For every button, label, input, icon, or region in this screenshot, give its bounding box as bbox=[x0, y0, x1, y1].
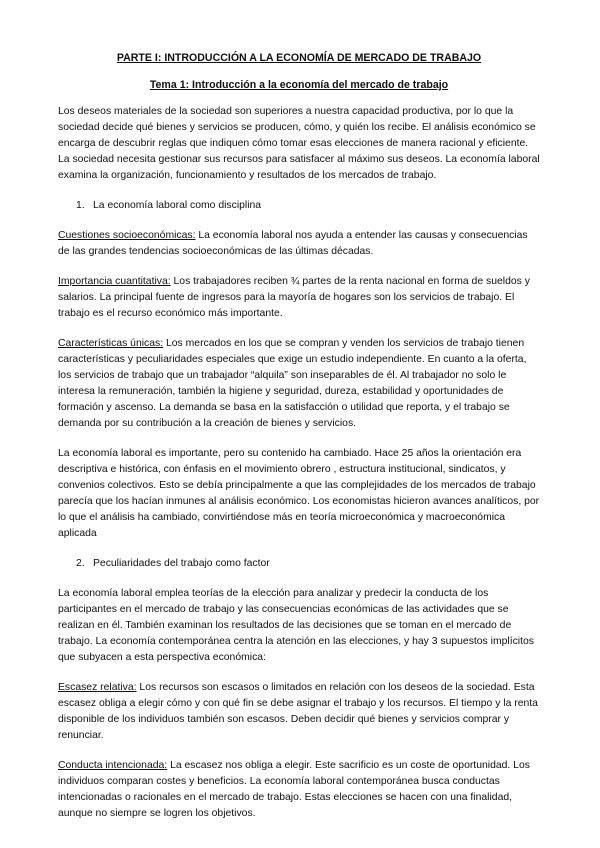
intentional-text: La escasez nos obliga a elegir. Este sacrificio es un coste de oportunidad. Los individuos comparan costes y beneficios. La economía laboral contemporánea busca conductas intencionadas o racionales en el mercado de trabajo. Estas elecciones se hacen con una finalidad, aunque no siempre se logren los objetivos. bbox=[58, 760, 530, 819]
section1-number: 1. bbox=[76, 200, 85, 211]
intro-paragraph: Los deseos materiales de la sociedad son superiores a nuestra capacidad productiva, por lo que la sociedad decide qué bienes y servicios se producen, cómo, y quién los recibe. El análisis económico se encarga de descubrir reglas que indiquen cómo tomar esas elecciones de manera racional y eficiente. La sociedad necesita gestionar sus recursos para satisfacer al máximo sus deseos. La economía laboral examina la organización, funcionamiento y resultados de los mercados de trabajo. bbox=[58, 106, 540, 181]
unique-label: Características únicas: bbox=[58, 338, 164, 349]
quantitative-label: Importancia cuantitativa: bbox=[58, 276, 171, 287]
unique-text: Los mercados en los que se compran y venden los servicios de trabajo tienen características y peculiaridades especiales que exige un estudio independiente. En cuanto a la oferta, los servicios de trabajo que un trabajador “alquila” son inseparables de él. Al trabajador no solo le interesa la remuneración, también la higiene y seguridad, dureza, estabilidad y oportunidades de formación y ascenso. La demanda se basa en la satisfacción o utilidad que reporta, y el trabajo se demanda por su contribución a la creación de bienes y servicios. bbox=[58, 338, 527, 429]
topic-title: Tema 1: Introducción a la economía del mercado de trabajo bbox=[149, 79, 449, 91]
part-title: PARTE I: INTRODUCCIÓN A LA ECONOMÍA DE MERCADO DE TRABAJO bbox=[116, 52, 482, 64]
section1-paragraph-quantitative bbox=[58, 274, 540, 322]
section2-paragraph-intentional bbox=[58, 758, 540, 822]
socioeconomic-text: La economía laboral nos ayuda a entender las causas y consecuencias de las grandes tendencias socioeconómicas de las últimas décadas. bbox=[58, 230, 528, 257]
scarcity-label: Escasez relativa: bbox=[58, 682, 137, 693]
section2-heading bbox=[58, 556, 540, 572]
section1-paragraph-socioeconomic bbox=[58, 228, 540, 260]
section1-heading bbox=[58, 198, 540, 214]
scarcity-text: Los recursos son escasos o limitados en relación con los deseos de la sociedad. Esta escasez obliga a elegir cómo y con qué fin se debe asignar el trabajo y los recursos. El tiempo y la renta disponible de los individuos también son escasos. Deben decidir qué bienes y servicios comprar y renunciar. bbox=[58, 682, 538, 741]
section1-paragraph-unique bbox=[58, 336, 540, 432]
intentional-label: Conducta intencionada: bbox=[58, 760, 168, 771]
section2-paragraph-scarcity bbox=[58, 680, 540, 744]
section2-title: Peculiaridades del trabajo como factor bbox=[93, 558, 270, 569]
section1-paragraph-evolution: La economía laboral es importante, pero su contenido ha cambiado. Hace 25 años la orientación era descriptiva e histórica, con énfasis en el movimiento obrero , estructura institucional, sindicatos, y convenios colectivos. Esto se debía principalmente a que las complejidades de los mercados de trabajo parecía que los hacían inmunes al análisis económico. Los economistas hicieron avances analíticos, por lo que el análisis ha cambiado, convirtiéndose más en teoría microeconómica y macroeconómica aplicada bbox=[58, 448, 540, 539]
quantitative-text: Los trabajadores reciben ¾ partes de la renta nacional en forma de sueldos y salarios. La principal fuente de ingresos para la mayoría de hogares son los servicios de trabajo. El trabajo es el recurso económico más importante. bbox=[58, 276, 530, 319]
section1-title: La economía laboral como disciplina bbox=[93, 200, 262, 211]
socioeconomic-label: Cuestiones socioeconómicas: bbox=[58, 230, 196, 241]
section2-paragraph-intro: La economía laboral emplea teorías de la elección para analizar y predecir la conducta de los participantes en el mercado de trabajo y las consecuencias económicas de las actividades que se realizan en él. También examinan los resultados de las decisiones que se toman en el mercado de trabajo. La economía contemporánea centra la atención en las elecciones, y hay 3 supuestos implícitos que subyacen a esta perspectiva económica: bbox=[58, 588, 534, 663]
section2-number: 2. bbox=[76, 558, 85, 569]
